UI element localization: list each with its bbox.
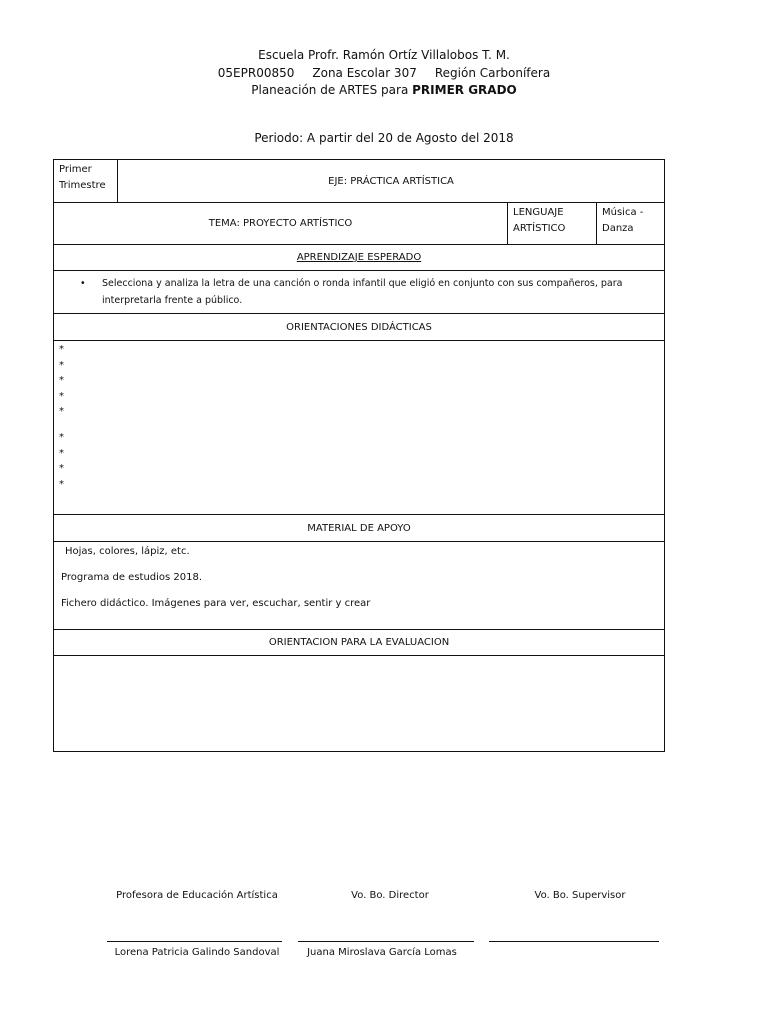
didactic-marker: * — [59, 463, 64, 475]
school-zone: Zona Escolar 307 — [312, 66, 417, 80]
language-label-cell: LENGUAJE ARTÍSTICO — [508, 203, 597, 245]
signature-line-supervisor — [489, 941, 659, 942]
didactic-marker: * — [59, 447, 64, 459]
period-line: Periodo: A partir del 20 de Agosto del 2018 — [254, 131, 514, 145]
term-cell: Primer Trimestre — [54, 160, 118, 203]
expected-learning-cell — [54, 271, 665, 314]
didactic-heading: ORIENTACIONES DIDÁCTICAS — [54, 314, 665, 341]
signature-line-director — [298, 941, 474, 942]
didactic-marker: * — [59, 344, 64, 355]
planning-table — [53, 159, 665, 752]
signature-role-supervisor: Vo. Bo. Supervisor — [534, 890, 626, 901]
plan-grade: PRIMER GRADO — [412, 83, 517, 97]
signature-line-teacher — [107, 941, 282, 942]
didactic-marker: * — [59, 431, 64, 443]
didactic-marker: * — [59, 406, 64, 418]
bullet-marker: • — [80, 278, 86, 289]
plan-title — [0, 83, 768, 97]
material-item: Fichero didáctico. Imágenes para ver, escuchar, sentir y crear — [61, 598, 371, 609]
school-info-line — [0, 66, 768, 80]
signature-name-director: Juana Miroslava García Lomas — [307, 947, 457, 958]
material-item: Hojas, colores, lápiz, etc. — [65, 546, 190, 557]
school-code: 05EPR00850 — [217, 66, 295, 80]
didactic-marker: * — [59, 359, 64, 371]
didactic-marker: * — [59, 375, 64, 387]
material-cell — [54, 542, 665, 630]
signature-role-director: Vo. Bo. Director — [351, 890, 429, 901]
signature-role-teacher: Profesora de Educación Artística — [116, 890, 278, 901]
expected-learning-heading: APRENDIZAJE ESPERADO — [54, 245, 665, 271]
material-item: Programa de estudios 2018. — [61, 572, 203, 583]
school-region: Región Carbonífera — [434, 66, 551, 80]
signature-name-teacher: Lorena Patricia Galindo Sandoval — [114, 947, 280, 958]
evaluation-heading: ORIENTACION PARA LA EVALUACION — [54, 630, 665, 656]
didactic-marker: * — [59, 390, 64, 402]
didactic-marker: * — [59, 478, 64, 490]
evaluation-cell — [54, 656, 665, 752]
language-value-cell: Música - Danza — [597, 203, 665, 245]
axis-cell: EJE: PRÁCTICA ARTÍSTICA — [118, 160, 665, 203]
plan-prefix: Planeación de ARTES para — [251, 83, 409, 97]
school-name: Escuela Profr. Ramón Ortíz Villalobos T. M. — [258, 48, 510, 62]
expected-learning-text: Selecciona y analiza la letra de una canción o ronda infantil que eligió en conjunto con sus compañeros, para interpretarla frente a público. — [102, 278, 623, 306]
topic-cell: TEMA: PROYECTO ARTÍSTICO — [54, 203, 508, 245]
didactic-cell — [54, 341, 665, 515]
material-heading: MATERIAL DE APOYO — [54, 515, 665, 542]
